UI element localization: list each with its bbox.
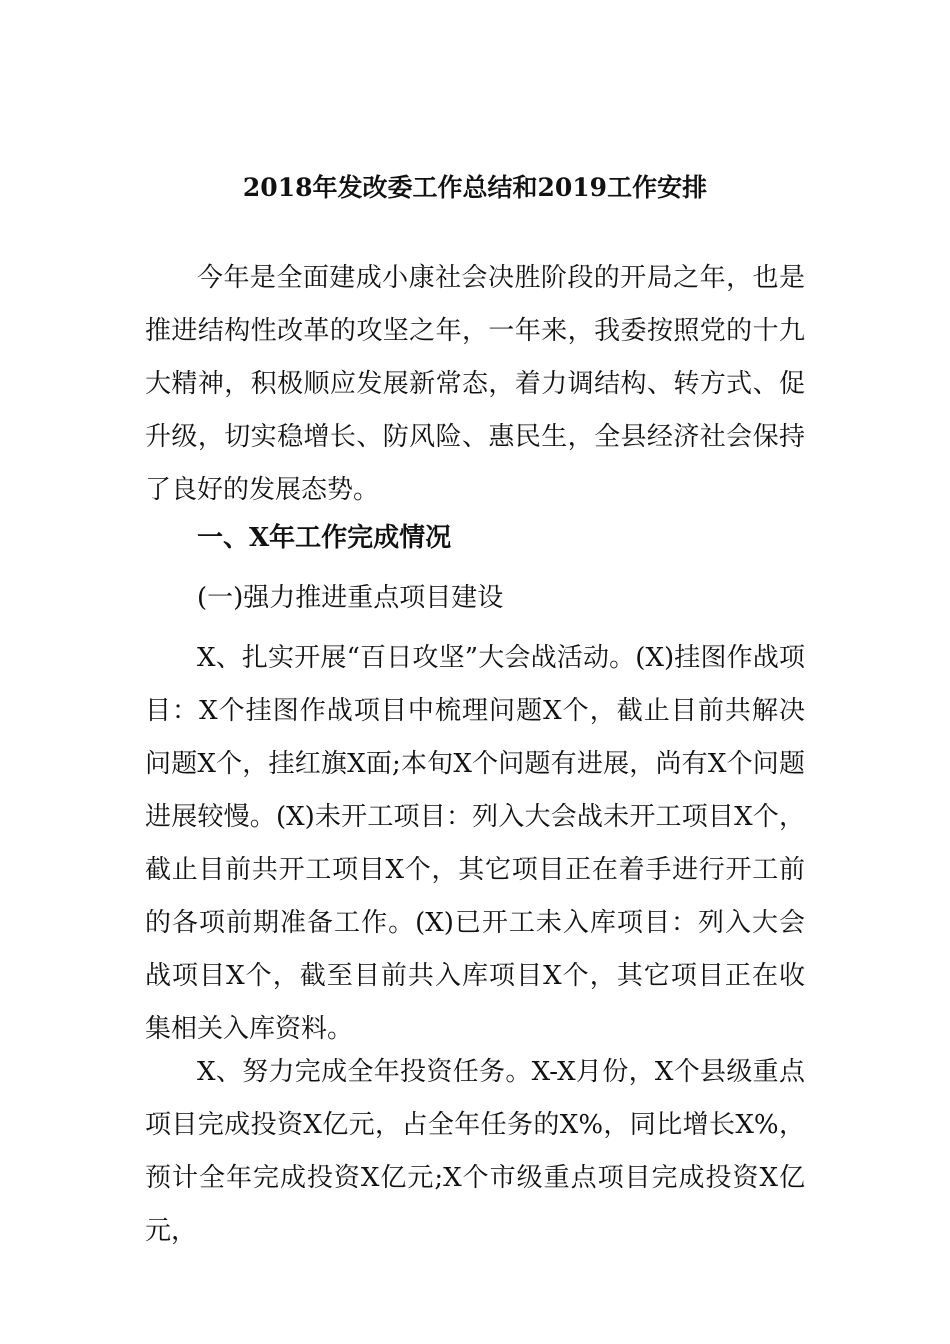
section-heading: 一、X年工作完成情况 [197,523,452,553]
subsection-heading: (一)强力推进重点项目建设 [197,583,504,613]
intro-paragraph: 今年是全面建成小康社会决胜阶段的开局之年，也是推进结构性改革的攻坚之年，一年来，我委按照党的十九大精神，积极顺应发展新常态，着力调结构、转方式、促升级，切实稳增长、防风险、惠民生，全县经济社会保持了良好的发展态势。 [145,263,805,505]
document-title: 2018年发改委工作总结和2019工作安排 [242,173,708,202]
body-paragraph-2: X、努力完成全年投资任务。X-X月份，X个县级重点项目完成投资X亿元，占全年任务的X%，同比增长X%，预计全年完成投资X亿元;X个市级重点项目完成投资X亿元， [145,1057,805,1246]
body-paragraph-1: X、扎实开展“百日攻坚”大会战活动。(X)挂图作战项目：X个挂图作战项目中梳理问题X个，截止目前共解决问题X个，挂红旗X面;本旬X个问题有进展，尚有X个问题进展较慢。(X)未开工项目：列入大会战未开工项目X个，截止目前共开工项目X个，其它项目正在着手进行开工前的各项前期准备工作。(X)已开工未入库项目：列入大会战项目X个，截至目前共入库项目X个，其它项目正在收集相关入库资料。 [145,643,805,1044]
